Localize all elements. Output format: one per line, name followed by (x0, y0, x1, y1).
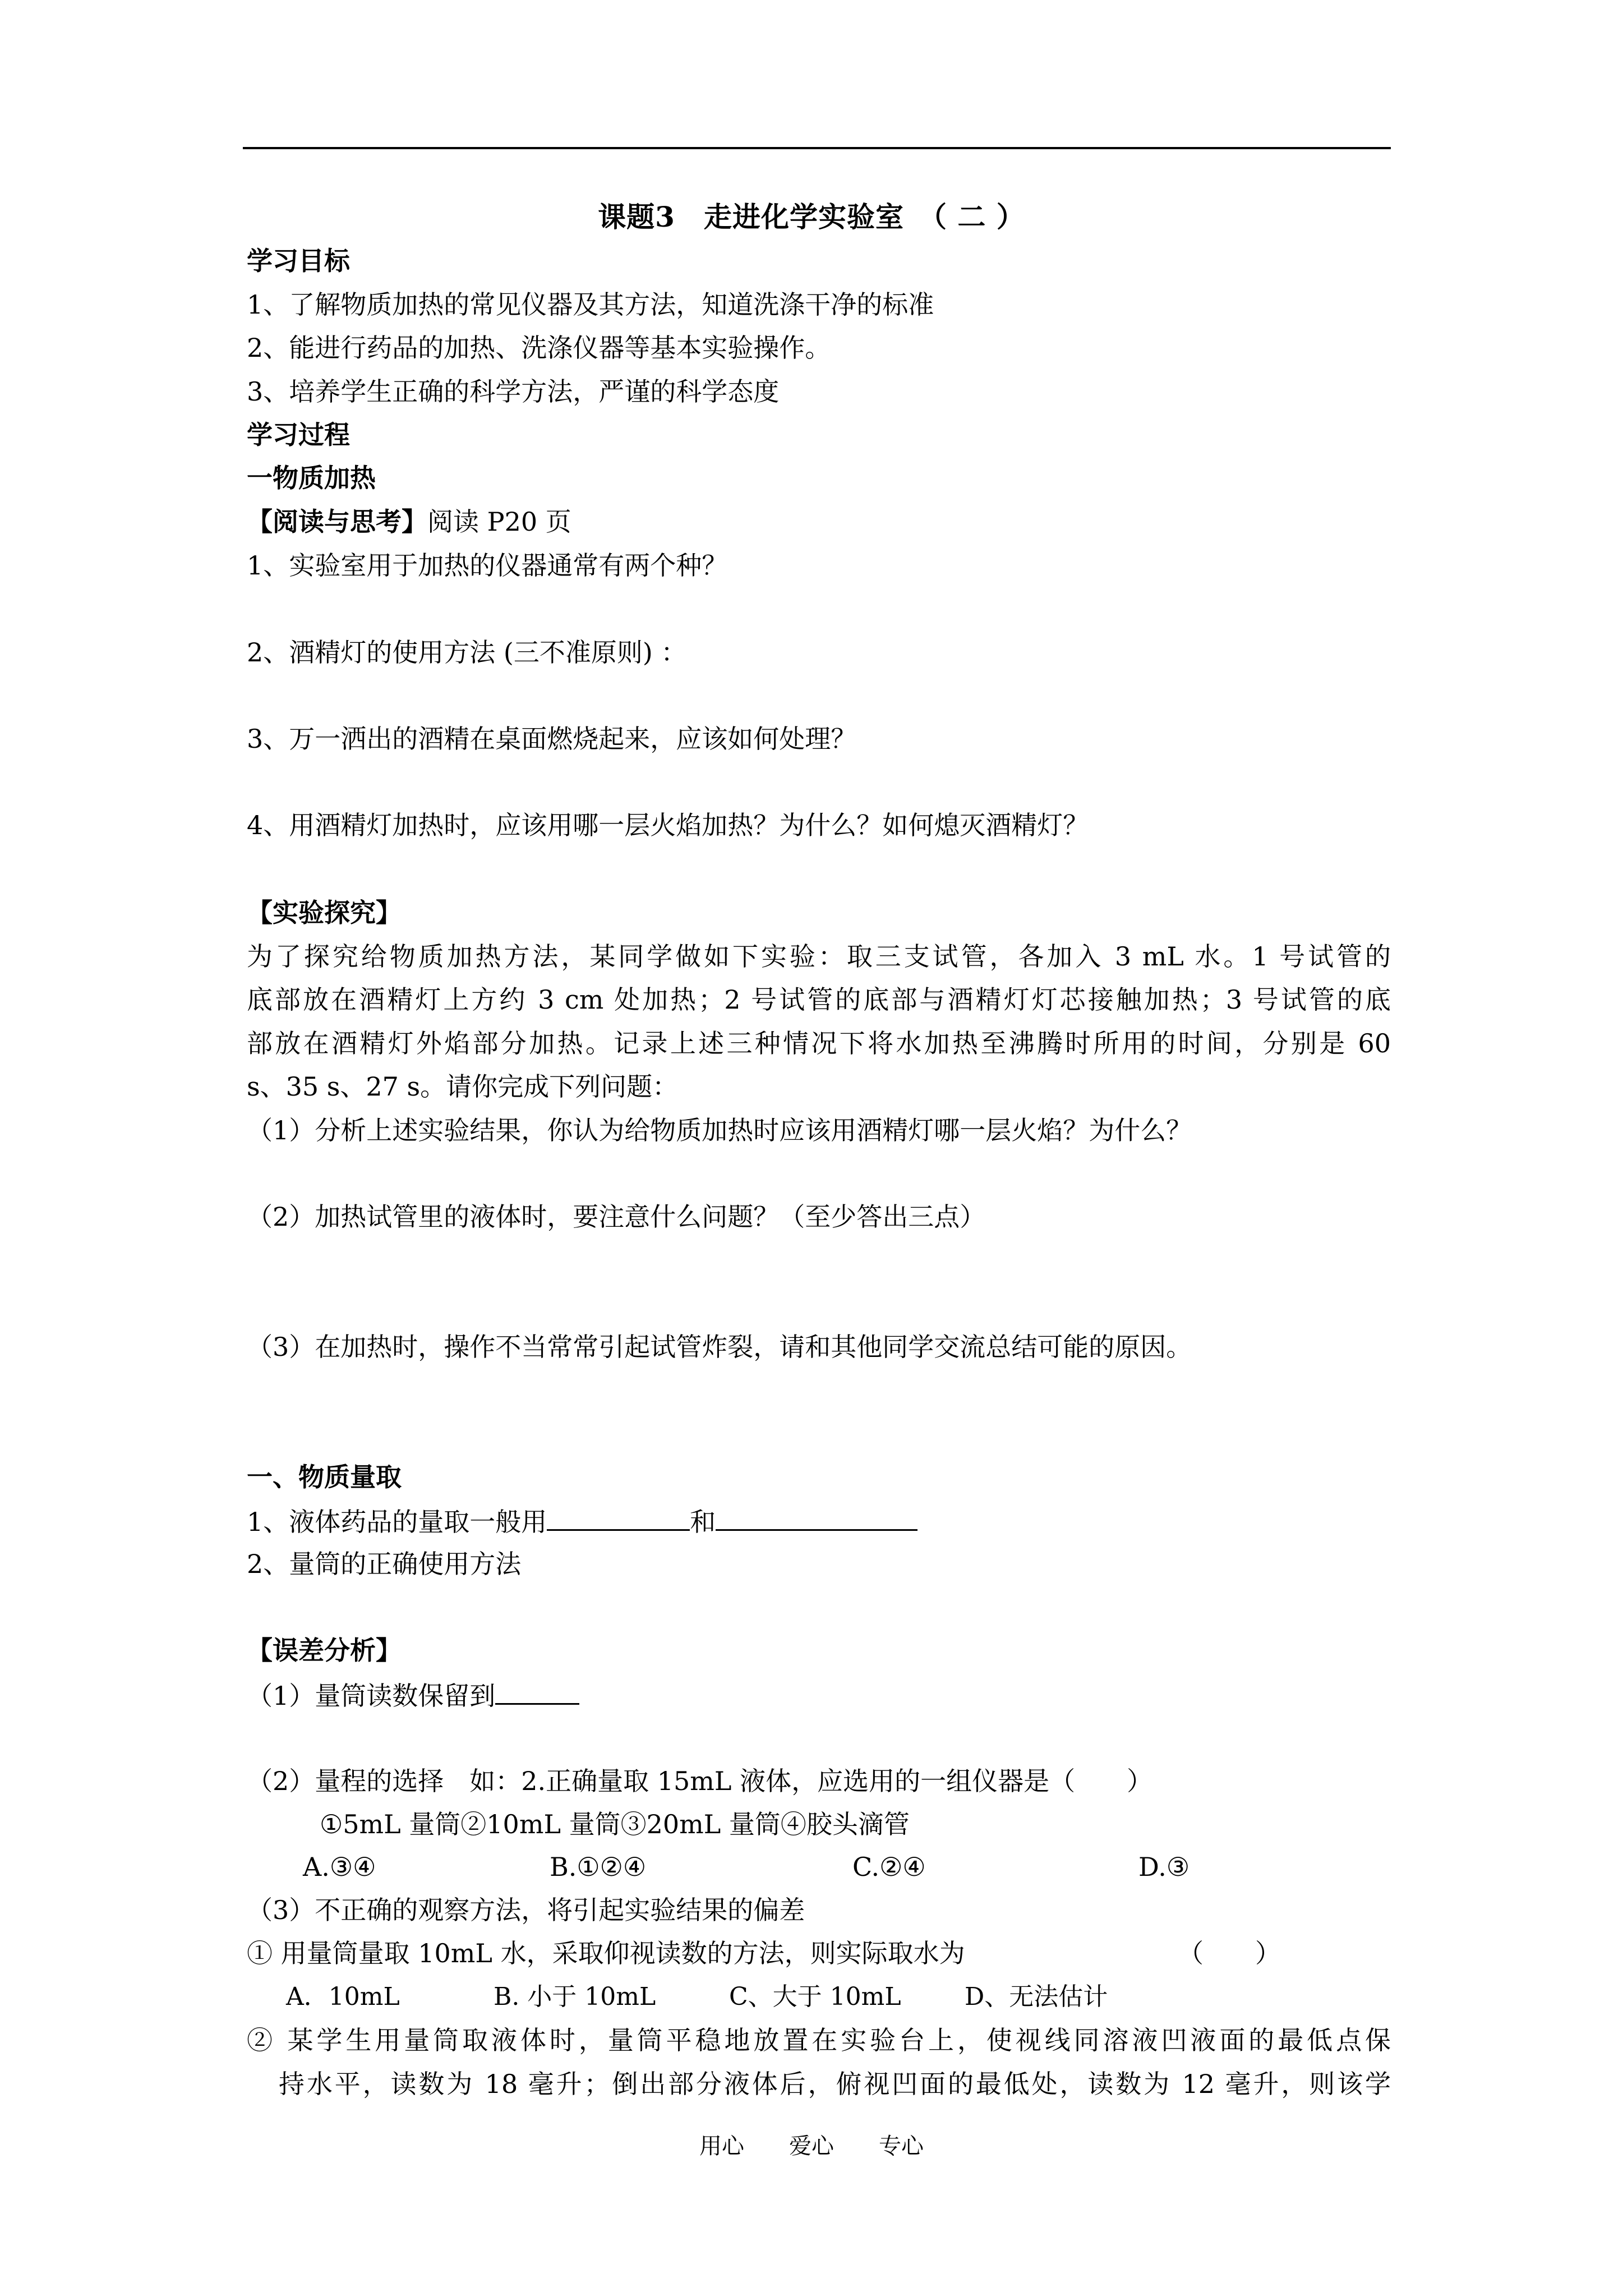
error-heading: 【误差分析】 (247, 1635, 402, 1665)
error-question-3-2-line: ② 某学生用量筒取液体时，量筒平稳地放置在实验台上，使视线同溶液凹液面的最低点保 (247, 2025, 1391, 2055)
error-question-1 (247, 1677, 579, 1713)
page-title: 课题3 走进化学实验室 （ 二 ） (598, 200, 1025, 233)
experiment-question: （1）分析上述实验结果，你认为给物质加热时应该用酒精灯哪一层火焰？为什么？ (247, 1115, 1192, 1145)
error-q1-text: （1）量筒读数保留到 (247, 1681, 496, 1711)
choice-option: B. 小于 10mL (494, 1982, 656, 2011)
error-question-3-2-line: 持水平，读数为 18 毫升；倒出部分液体后，俯视凹面的最低处，读数为 12 毫升，则该学 (279, 2069, 1391, 2099)
error-question-3-1: ① 用量筒量取 10mL 水，采取仰视读数的方法，则实际取水为 (247, 1938, 965, 1968)
answer-blank[interactable] (547, 1503, 690, 1531)
page-footer (0, 2132, 1623, 2161)
measuring-question-1 (247, 1503, 917, 1539)
answer-paren: （ ） (1178, 1938, 1281, 1968)
heating-question: 3、万一洒出的酒精在桌面燃烧起来，应该如何处理？ (247, 724, 857, 754)
measuring-question-2: 2、量筒的正确使用方法 (247, 1549, 522, 1579)
choice-option: C.②④ (852, 1852, 926, 1882)
heating-question: 4、用酒精灯加热时，应该用哪一层火焰加热？为什么？如何熄灭酒精灯？ (247, 810, 1089, 840)
objectives-heading: 学习目标 (247, 246, 350, 276)
error-question-3: （3）不正确的观察方法，将引起实验结果的偏差 (247, 1895, 805, 1925)
footer-text: 专心 (879, 2133, 924, 2159)
choice-option: D、无法估计 (965, 1982, 1108, 2011)
choice-option: C、大于 10mL (729, 1982, 901, 2011)
error-question-2: （2）量程的选择 如：2.正确量取 15mL 液体，应选用的一组仪器是（ ） (247, 1766, 1153, 1796)
objective-item: 2、能进行药品的加热、洗涤仪器等基本实验操作。 (247, 333, 831, 363)
experiment-question: （2）加热试管里的液体时，要注意什么问题？（至少答出三点） (247, 1202, 986, 1232)
experiment-paragraph-line: 部放在酒精灯外焰部分加热。记录上述三种情况下将水加热至沸腾时所用的时间，分别是 60 (247, 1028, 1391, 1059)
error-question-2-items: ①5mL 量筒②10mL 量筒③20mL 量筒④胶头滴管 (320, 1809, 910, 1839)
measuring-heading: 一、物质量取 (247, 1462, 402, 1492)
read-and-think (247, 505, 571, 539)
read-text: 阅读 P20 页 (427, 507, 571, 537)
experiment-paragraph-line: s、35 s、27 s。请你完成下列问题： (247, 1071, 679, 1102)
header-rule (243, 147, 1391, 149)
measuring-q1-and: 和 (690, 1507, 716, 1537)
process-heading: 学习过程 (247, 420, 350, 450)
heating-heading: 一物质加热 (247, 463, 376, 493)
choice-option: B.①②④ (550, 1852, 647, 1882)
choice-option: D.③ (1138, 1852, 1190, 1882)
answer-blank[interactable] (495, 1677, 579, 1705)
read-label: 【阅读与思考】 (247, 507, 427, 537)
experiment-question: （3）在加热时，操作不当常常引起试管炸裂，请和其他同学交流总结可能的原因。 (247, 1332, 1192, 1362)
heating-question: 1、实验室用于加热的仪器通常有两个种？ (247, 550, 728, 581)
heating-question: 2、酒精灯的使用方法 (三不准原则) ： (247, 637, 687, 668)
experiment-paragraph-line: 为了探究给物质加热方法，某同学做如下实验：取三支试管，各加入 3 mL 水。1 号试管的 (247, 941, 1391, 972)
experiment-paragraph-line: 底部放在酒精灯上方约 3 cm 处加热；2 号试管的底部与酒精灯灯芯接触加热；3 号试管的底 (247, 984, 1391, 1015)
footer-text: 爱心 (789, 2133, 834, 2159)
experiment-heading: 【实验探究】 (247, 898, 402, 928)
measuring-q1-prefix: 1、液体药品的量取一般用 (247, 1507, 547, 1537)
answer-blank[interactable] (716, 1503, 917, 1531)
choice-option: A.③④ (303, 1852, 376, 1882)
footer-text: 用心 (699, 2133, 744, 2159)
objective-item: 3、培养学生正确的科学方法，严谨的科学态度 (247, 376, 780, 407)
choice-option: A．10mL (286, 1982, 400, 2011)
objective-item: 1、了解物质加热的常见仪器及其方法，知道洗涤干净的标准 (247, 289, 934, 320)
